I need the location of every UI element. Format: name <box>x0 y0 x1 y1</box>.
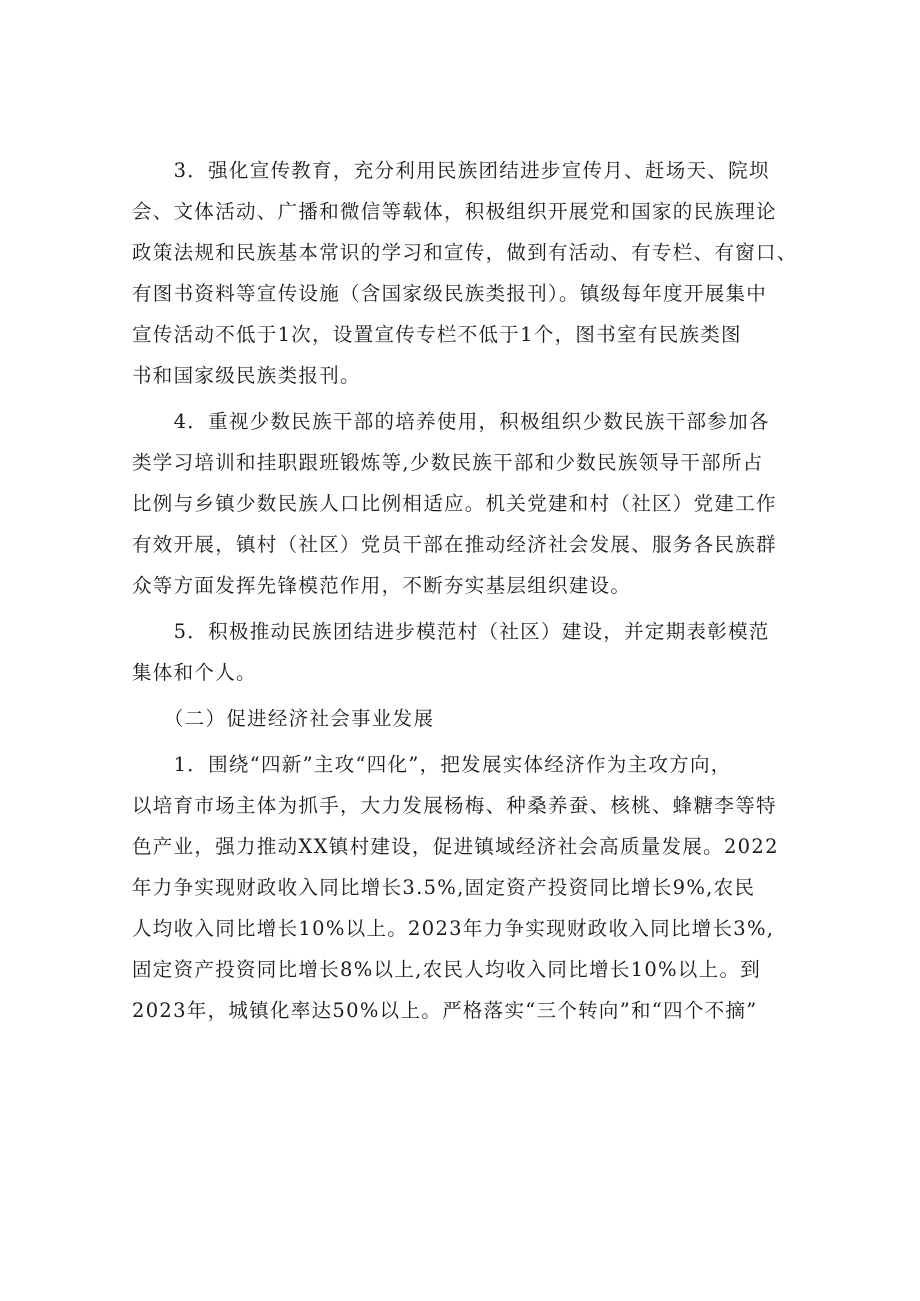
text-line: 书和国家级民族类报刊。 <box>132 364 361 387</box>
text-line: 4．重视少数民族干部的培养使用，积极组织少数民族干部参加各 <box>132 410 770 433</box>
text-line: 以培育市场主体为抓手，大力发展杨梅、种桑养蚕、核桃、蜂糖李等特 <box>132 794 777 817</box>
text-line: 人均收入同比增长10%以上。2023年力争实现财政收入同比增长3%, <box>132 917 775 940</box>
text-line: 比例与乡镇少数民族人口比例相适应。机关党建和村（社区）党建工作 <box>132 492 777 515</box>
text-line: 色产业，强力推动XX镇村建设，促进镇域经济社会高质量发展。2022 <box>132 835 779 858</box>
text-line: 会、文体活动、广播和微信等载体，积极组织开展党和国家的民族理论 <box>132 200 777 223</box>
text-line: 集体和个人。 <box>132 661 257 684</box>
text-line: 有图书资料等宣传设施（含国家级民族类报刊）。镇级每年度开展集中 <box>132 282 768 305</box>
text-line: 有效开展，镇村（社区）党员干部在推动经济社会发展、服务各民族群 <box>132 533 777 556</box>
text-line: 宣传活动不低于1次，设置宣传专栏不低于1个，图书室有民族类图 <box>132 323 742 346</box>
document-body <box>132 150 800 1031</box>
paragraph-item-3 <box>132 150 800 396</box>
heading-line: （二）促进经济社会事业发展 <box>132 707 435 730</box>
text-line: 2023年，城镇化率达50%以上。严格落实“三个转向”和“四个不摘” <box>132 999 758 1022</box>
text-line: 众等方面发挥先锋模范作用，不断夯实基层组织建设。 <box>132 574 632 597</box>
paragraph-item-2-1 <box>132 744 800 1031</box>
text-line: 5．积极推动民族团结进步模范村（社区）建设，并定期表彰模范 <box>132 620 770 643</box>
text-line: 固定资产投资同比增长8%以上,农民人均收入同比增长10%以上。到 <box>132 958 762 981</box>
text-line: 类学习培训和挂职跟班锻炼等,少数民族干部和少数民族领导干部所占 <box>132 451 764 474</box>
text-line: 3．强化宣传教育，充分利用民族团结进步宣传月、赶场天、院坝 <box>132 159 770 182</box>
text-line: 1．围绕“四新”主攻“四化”，把发展实体经济作为主攻方向， <box>132 753 732 776</box>
paragraph-item-5 <box>132 611 800 693</box>
paragraph-item-4 <box>132 401 800 606</box>
section-heading <box>132 698 800 739</box>
text-line: 政策法规和民族基本常识的学习和宣传，做到有活动、有专栏、有窗口、 <box>132 241 798 264</box>
text-line: 年力争实现财政收入同比增长3.5%,固定资产投资同比增长9%,农民 <box>132 876 756 899</box>
